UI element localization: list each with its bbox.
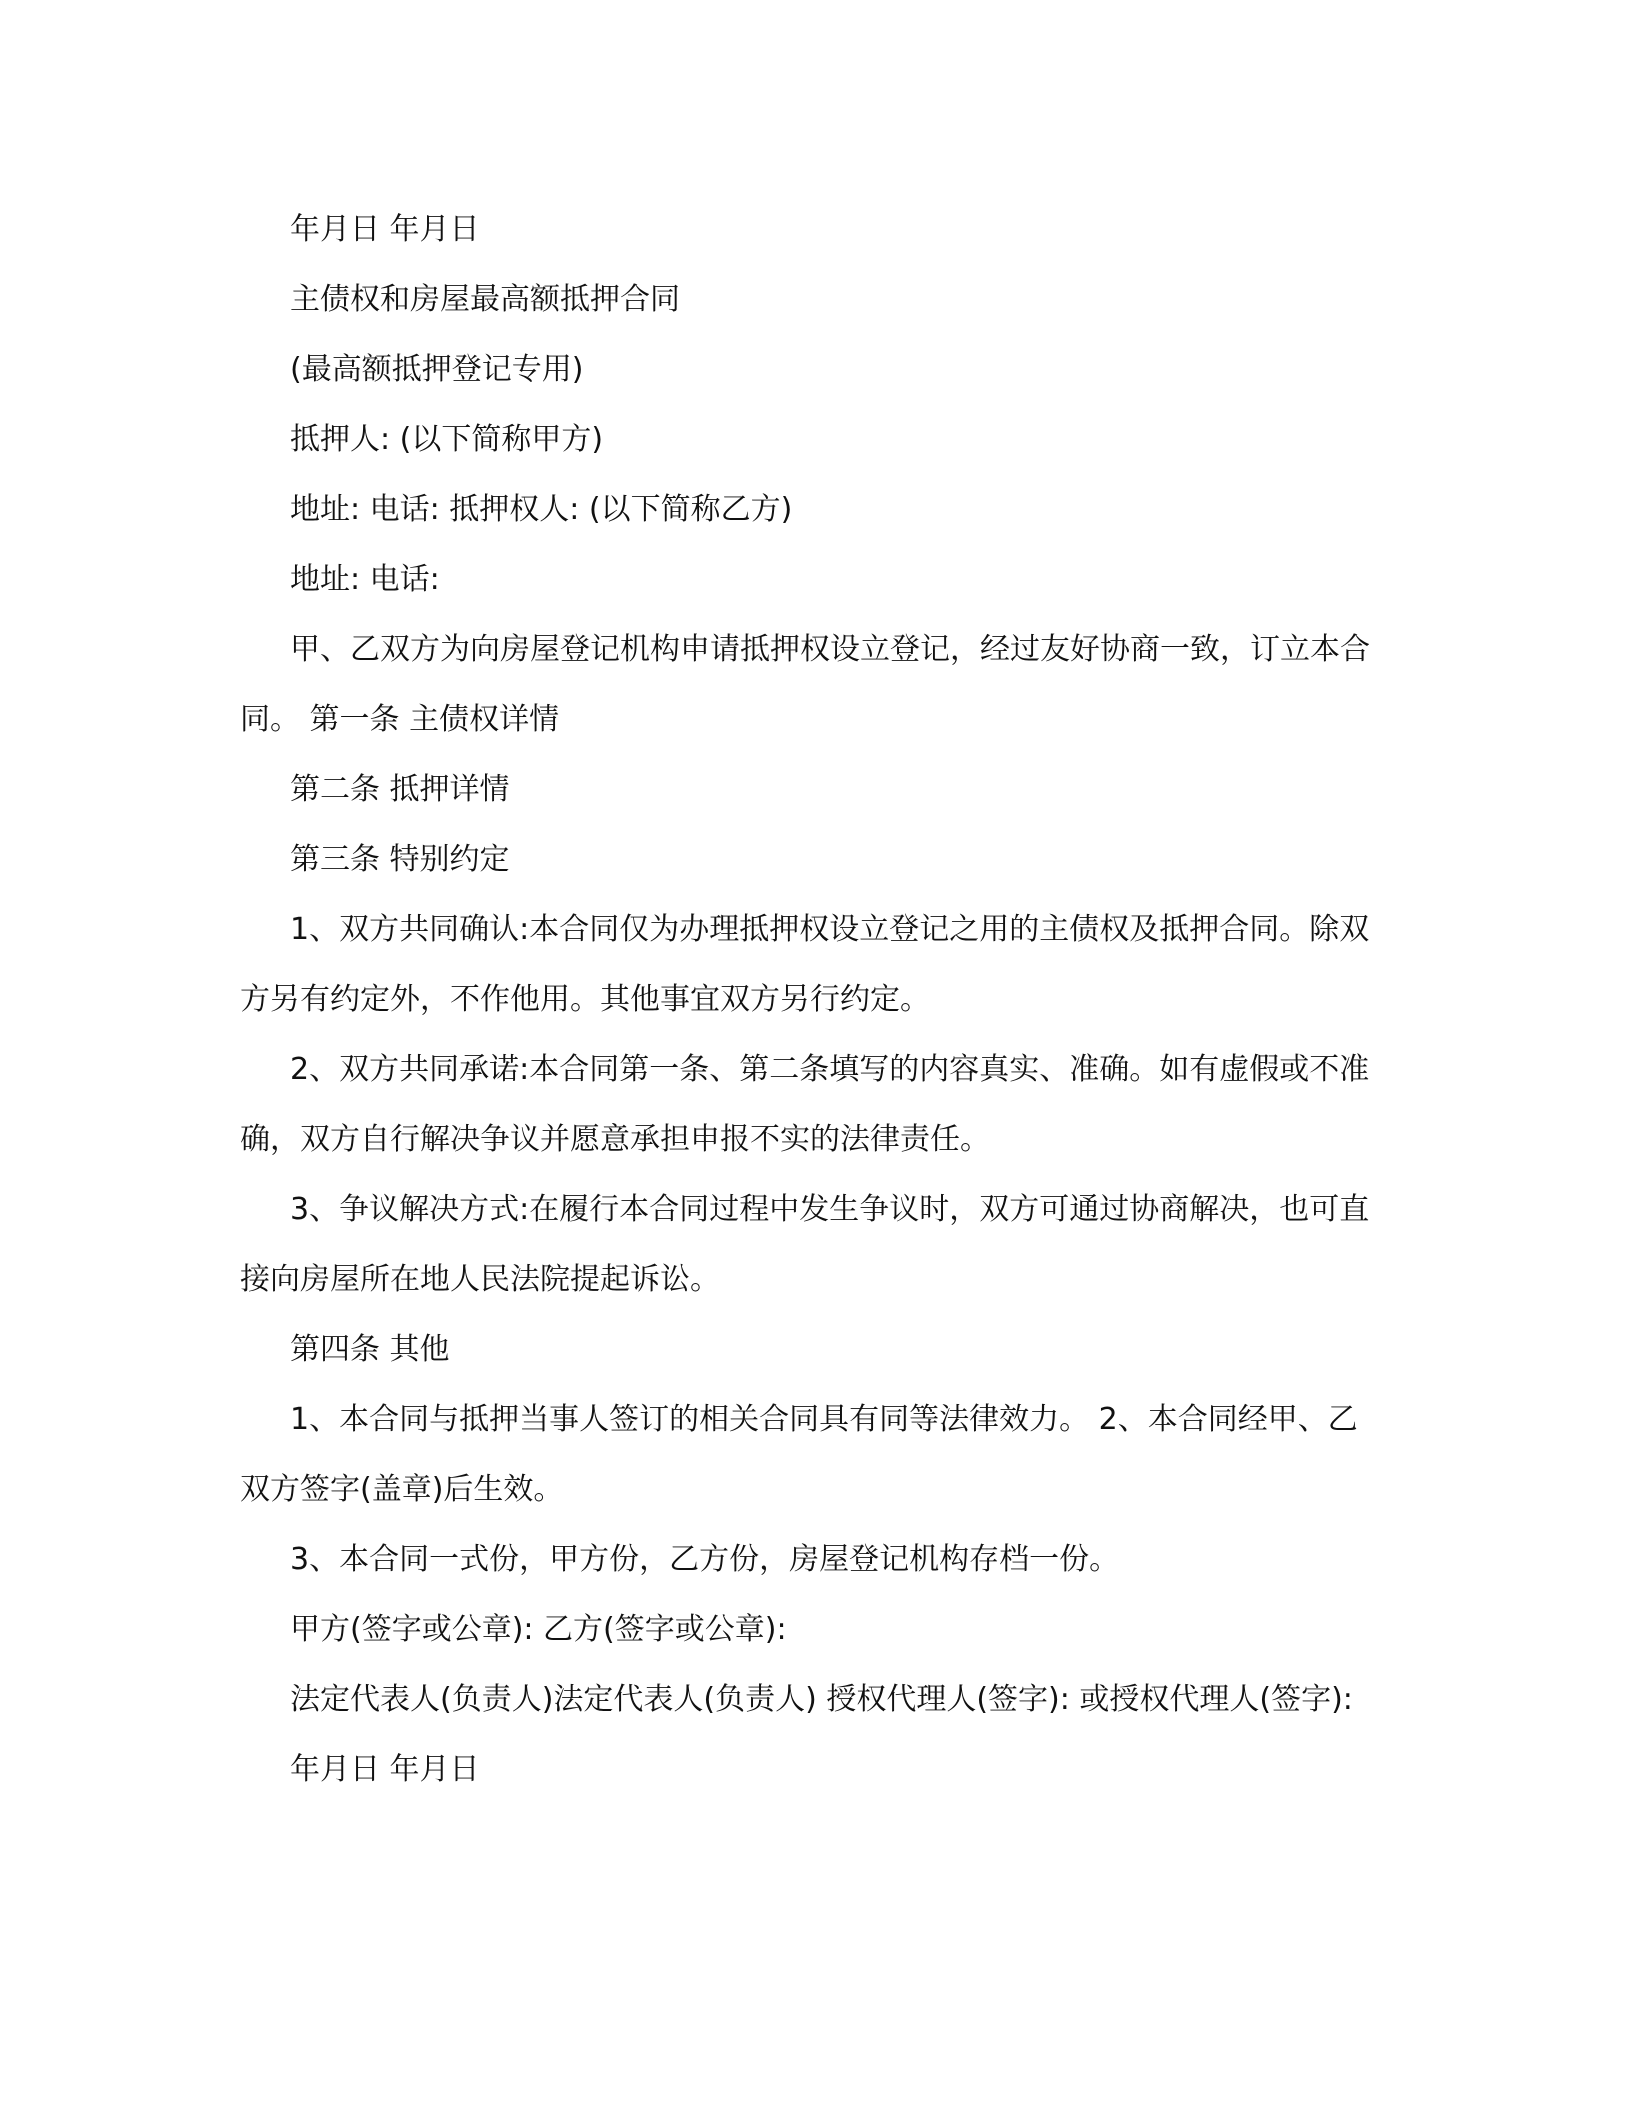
date-line-top: 年月日 年月日 xyxy=(290,212,480,247)
date-line-bottom: 年月日 年月日 xyxy=(290,1752,480,1787)
contract-title: 主债权和房屋最高额抵押合同 xyxy=(290,282,680,317)
representatives-line: 法定代表人(负责人)法定代表人(负责人) 授权代理人(签字): 或授权代理人(签字): xyxy=(290,1682,1353,1717)
clause-4-3: 3、本合同一式份，甲方份，乙方份，房屋登记机构存档一份。 xyxy=(290,1542,1120,1577)
preamble-paragraph: 甲、乙双方为向房屋登记机构申请抵押权设立登记，经过友好协商一致，订立本合同。 第一条 主债权详情 xyxy=(240,632,1370,737)
signature-parties-line: 甲方(签字或公章): 乙方(签字或公章): xyxy=(290,1612,787,1647)
mortgagor-line: 抵押人: (以下简称甲方) xyxy=(290,422,604,457)
address-phone-line: 地址: 电话: xyxy=(290,562,440,597)
clause-4-1-2: 1、本合同与抵押当事人签订的相关合同具有同等法律效力。 2、本合同经甲、乙双方签字(盖章)后生效。 xyxy=(240,1402,1358,1507)
clause-3-2: 2、双方共同承诺:本合同第一条、第二条填写的内容真实、准确。如有虚假或不准确，双方自行解决争议并愿意承担申报不实的法律责任。 xyxy=(240,1052,1370,1157)
clause-3-1: 1、双方共同确认:本合同仅为办理抵押权设立登记之用的主债权及抵押合同。除双方另有约定外，不作他用。其他事宜双方另行约定。 xyxy=(240,912,1370,1017)
article-four-heading: 第四条 其他 xyxy=(290,1332,450,1367)
clause-3-3: 3、争议解决方式:在履行本合同过程中发生争议时，双方可通过协商解决，也可直接向房屋所在地人民法院提起诉讼。 xyxy=(240,1192,1370,1297)
contract-subtitle: (最高额抵押登记专用) xyxy=(290,352,584,387)
address-phone-mortgagee-line: 地址: 电话: 抵押权人: (以下简称乙方) xyxy=(290,492,793,527)
article-two-heading: 第二条 抵押详情 xyxy=(290,772,510,807)
article-three-heading: 第三条 特别约定 xyxy=(290,842,510,877)
document-body xyxy=(240,195,1370,1805)
